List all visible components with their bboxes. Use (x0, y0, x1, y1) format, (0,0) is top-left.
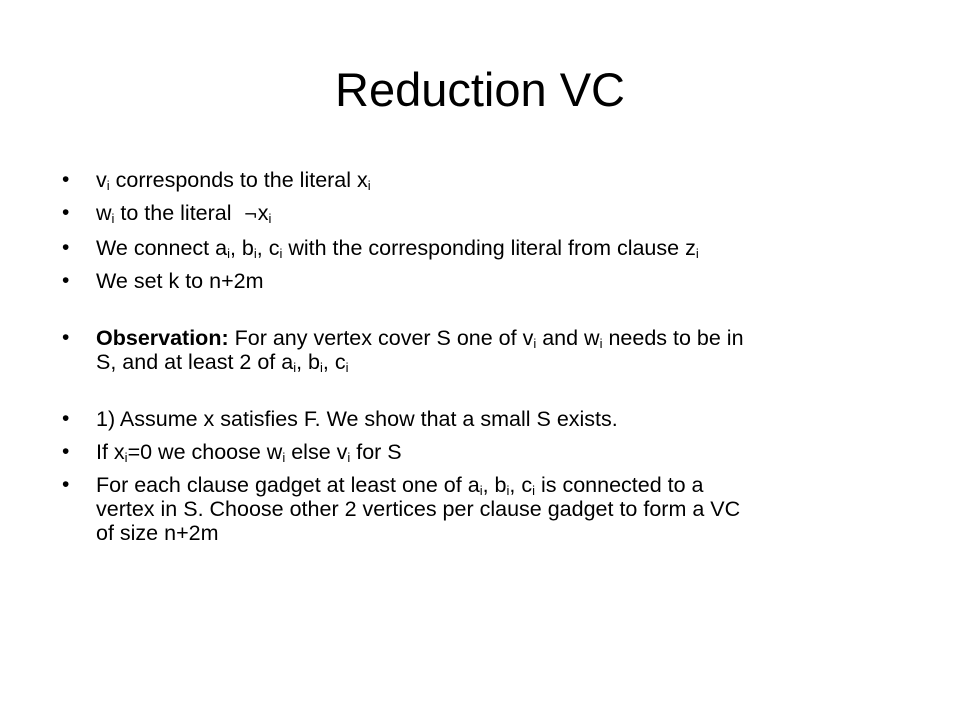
text-fragment: If x (96, 440, 125, 464)
negation-symbol: ¬ (243, 205, 258, 225)
text-fragment: v (96, 168, 107, 192)
text-fragment: , b (296, 350, 321, 374)
slide-title: Reduction VC (335, 63, 625, 116)
bullet-connect-clause (62, 236, 902, 260)
subscript: i (279, 246, 283, 261)
text-fragment: 1) Assume x satisfies F. We show that a small S exists. (96, 407, 618, 431)
bullet-list (62, 168, 902, 545)
text-fragment: w (96, 201, 112, 225)
subscript: i (111, 211, 115, 226)
text-fragment: For any vertex cover S one of v (228, 326, 534, 350)
text-fragment: , c (256, 236, 280, 260)
text-fragment: , c (509, 473, 533, 497)
subscript: i (695, 246, 699, 261)
subscript: i (506, 483, 510, 498)
subscript: i (268, 211, 272, 226)
subscript: i (479, 483, 483, 498)
text-fragment: else v (285, 440, 348, 464)
subscript: i (533, 336, 537, 351)
observation-line-2 (96, 350, 902, 374)
subscript: i (345, 360, 349, 375)
text-fragment: needs to be in (602, 326, 744, 350)
text-fragment: =0 we choose w (127, 440, 283, 464)
text-fragment: , b (229, 236, 254, 260)
subscript: i (320, 360, 323, 375)
bullet-set-k (62, 269, 902, 293)
subscript: i (106, 178, 110, 193)
text-fragment: and w (536, 326, 600, 350)
bullet-observation (62, 326, 902, 374)
observation-label: Observation: (96, 326, 229, 350)
text-fragment: with the corresponding literal from clause z (282, 236, 696, 260)
text-fragment: We set k to n+2m (96, 269, 264, 293)
subscript: i (347, 450, 351, 465)
gadget-line-3: of size n+2m (96, 521, 219, 545)
gadget-line-1 (96, 473, 902, 497)
text-fragment: We connect a (96, 236, 228, 260)
subscript: i (367, 178, 371, 193)
bullet-wi-literal (62, 201, 902, 227)
text-fragment: is connected to a (534, 473, 704, 497)
subscript: i (253, 246, 257, 261)
subscript: i (227, 246, 230, 261)
observation-line-1 (96, 326, 902, 350)
subscript: i (124, 450, 128, 465)
text-fragment: , b (482, 473, 507, 497)
subscript: i (599, 336, 603, 351)
text-fragment: to the literal (114, 201, 238, 225)
bullet-assume-x (62, 407, 902, 431)
subscript: i (282, 450, 286, 465)
text-fragment: For each clause gadget at least one of a (96, 473, 480, 497)
text-fragment: x (257, 201, 269, 225)
subscript: i (532, 483, 535, 498)
text-fragment: corresponds to the literal x (109, 168, 368, 192)
bullet-clause-gadget (62, 473, 902, 545)
text-fragment: S, and at least 2 of a (96, 350, 294, 374)
bullet-choose-wi (62, 440, 902, 464)
bullet-vi-literal (62, 168, 902, 192)
gadget-line-2: vertex in S. Choose other 2 vertices per clause gadget to form a VC (96, 497, 741, 521)
subscript: i (293, 360, 297, 375)
text-fragment: for S (350, 440, 402, 464)
text-fragment: , c (322, 350, 346, 374)
